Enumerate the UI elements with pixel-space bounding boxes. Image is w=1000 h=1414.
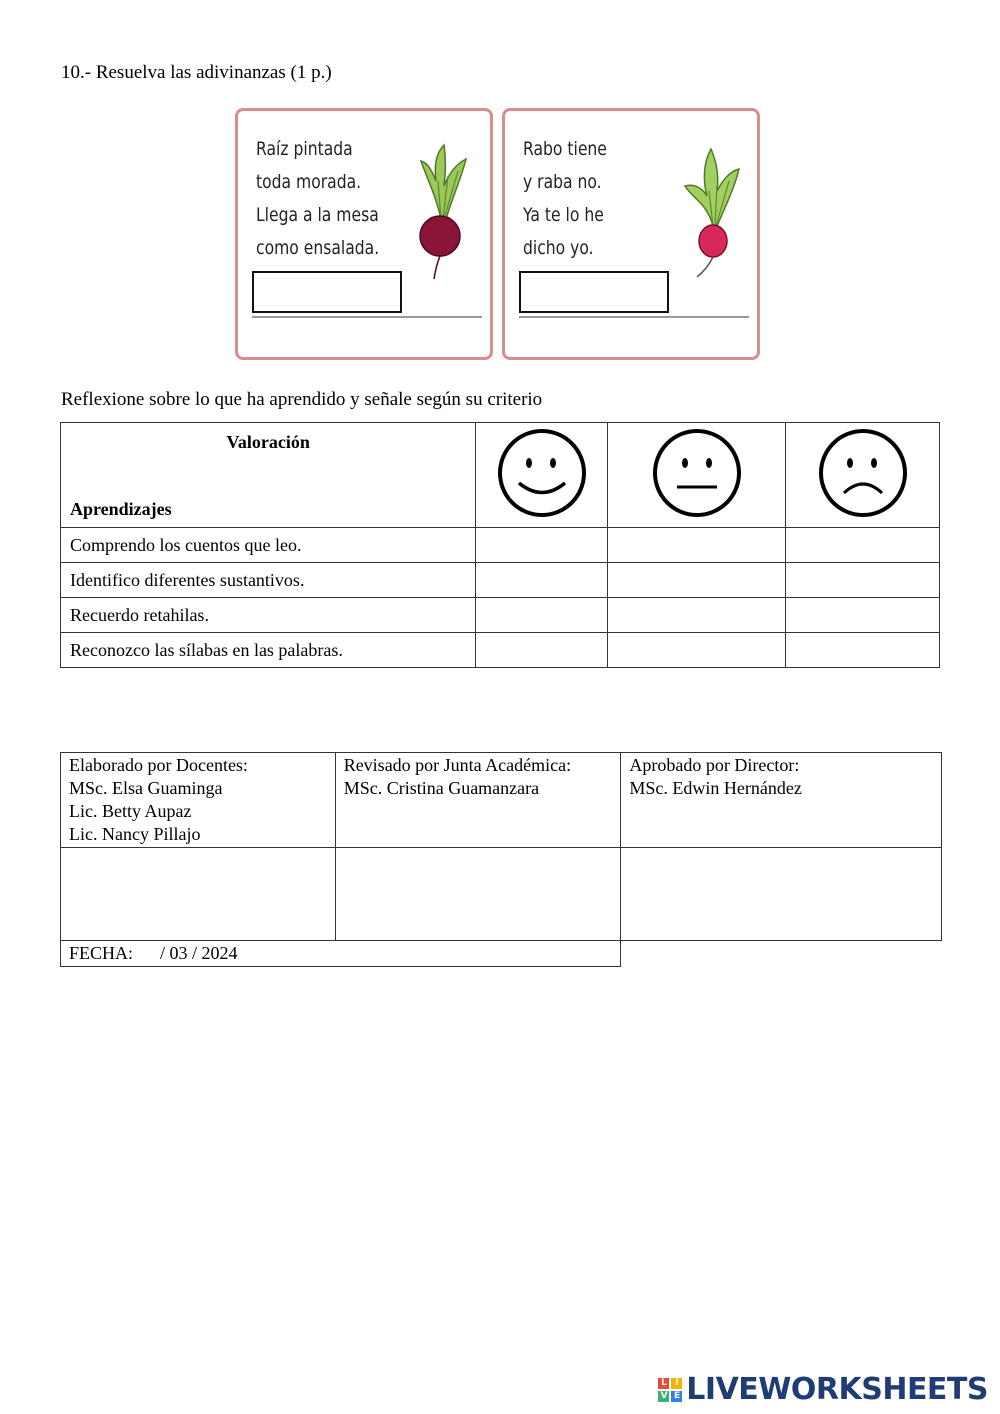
- signature-table: [60, 752, 942, 967]
- reflection-prompt: Reflexione sobre lo que ha aprendido y señale según su criterio: [61, 389, 543, 410]
- date-cell: [61, 941, 621, 967]
- logo-text: LIVEWORKSHEETS: [686, 1372, 988, 1407]
- revisado-name: MSc. Cristina Guamanzara: [343, 778, 540, 798]
- beet-icon: [406, 141, 476, 281]
- check-cell-happy[interactable]: [476, 598, 608, 633]
- header-cell: [61, 423, 476, 528]
- elaborado-name: Lic. Betty Aupaz: [69, 801, 192, 821]
- learning-item: Recuerdo retahilas.: [61, 598, 476, 633]
- date-value: / 03 / 2024: [160, 943, 238, 963]
- header-valoracion: Valoración: [226, 432, 310, 452]
- face-column-happy: [476, 423, 608, 528]
- table-row: [61, 598, 940, 633]
- revisado-cell: [335, 753, 621, 848]
- signature-space-aprobado: [621, 848, 942, 941]
- elaborado-label: Elaborado por Docentes:: [69, 755, 248, 775]
- aprobado-label: Aprobado por Director:: [629, 755, 800, 775]
- check-cell-neutral[interactable]: [608, 598, 786, 633]
- check-cell-sad[interactable]: [786, 563, 940, 598]
- empty-cell: [621, 941, 942, 967]
- check-cell-happy[interactable]: [476, 563, 608, 598]
- radish-icon: [673, 141, 753, 281]
- revisado-label: Revisado por Junta Académica:: [343, 755, 572, 775]
- riddle-text: Rabo tiene y raba no. Ya te lo he dicho yo.: [523, 138, 607, 259]
- date-label: FECHA:: [69, 943, 134, 963]
- table-row: [61, 528, 940, 563]
- check-cell-neutral[interactable]: [608, 528, 786, 563]
- riddles-image: [235, 108, 765, 364]
- table-row: [61, 633, 940, 668]
- learning-item: Comprendo los cuentos que leo.: [61, 528, 476, 563]
- riddle-text: Raíz pintada toda morada. Llega a la mesa como ensalada.: [256, 138, 380, 259]
- self-evaluation-table: [60, 422, 940, 668]
- check-cell-neutral[interactable]: [608, 633, 786, 668]
- happy-face-icon: [496, 427, 588, 519]
- aprobado-name: MSc. Edwin Hernández: [629, 778, 802, 798]
- signature-space-elaborado: [61, 848, 336, 941]
- table-header-row: [61, 423, 940, 528]
- check-cell-happy[interactable]: [476, 633, 608, 668]
- date-row: [61, 941, 942, 967]
- baseline: [519, 316, 749, 318]
- table-row: [61, 563, 940, 598]
- liveworksheets-logo: [658, 1372, 988, 1407]
- header-aprendizajes: Aprendizajes: [70, 499, 172, 519]
- signature-labels-row: [61, 753, 942, 848]
- logo-grid-icon: L I V E: [658, 1378, 682, 1402]
- elaborado-name: Lic. Nancy Pillajo: [69, 824, 201, 844]
- riddle-card-radish: [502, 108, 760, 360]
- aprobado-cell: [621, 753, 942, 848]
- signature-space-row: [61, 848, 942, 941]
- learning-item: Reconozco las sílabas en las palabras.: [61, 633, 476, 668]
- check-cell-happy[interactable]: [476, 528, 608, 563]
- learning-item: Identifico diferentes sustantivos.: [61, 563, 476, 598]
- elaborado-name: MSc. Elsa Guaminga: [69, 778, 223, 798]
- sad-face-icon: [817, 427, 909, 519]
- face-column-sad: [786, 423, 940, 528]
- neutral-face-icon: [651, 427, 743, 519]
- check-cell-sad[interactable]: [786, 598, 940, 633]
- question-title: 10.- Resuelva las adivinanzas (1 p.): [61, 62, 332, 83]
- riddle-card-beet: [235, 108, 493, 360]
- elaborado-cell: [61, 753, 336, 848]
- check-cell-sad[interactable]: [786, 633, 940, 668]
- signature-space-revisado: [335, 848, 621, 941]
- check-cell-neutral[interactable]: [608, 563, 786, 598]
- answer-box[interactable]: [519, 271, 669, 313]
- check-cell-sad[interactable]: [786, 528, 940, 563]
- baseline: [252, 316, 482, 318]
- face-column-neutral: [608, 423, 786, 528]
- answer-box[interactable]: [252, 271, 402, 313]
